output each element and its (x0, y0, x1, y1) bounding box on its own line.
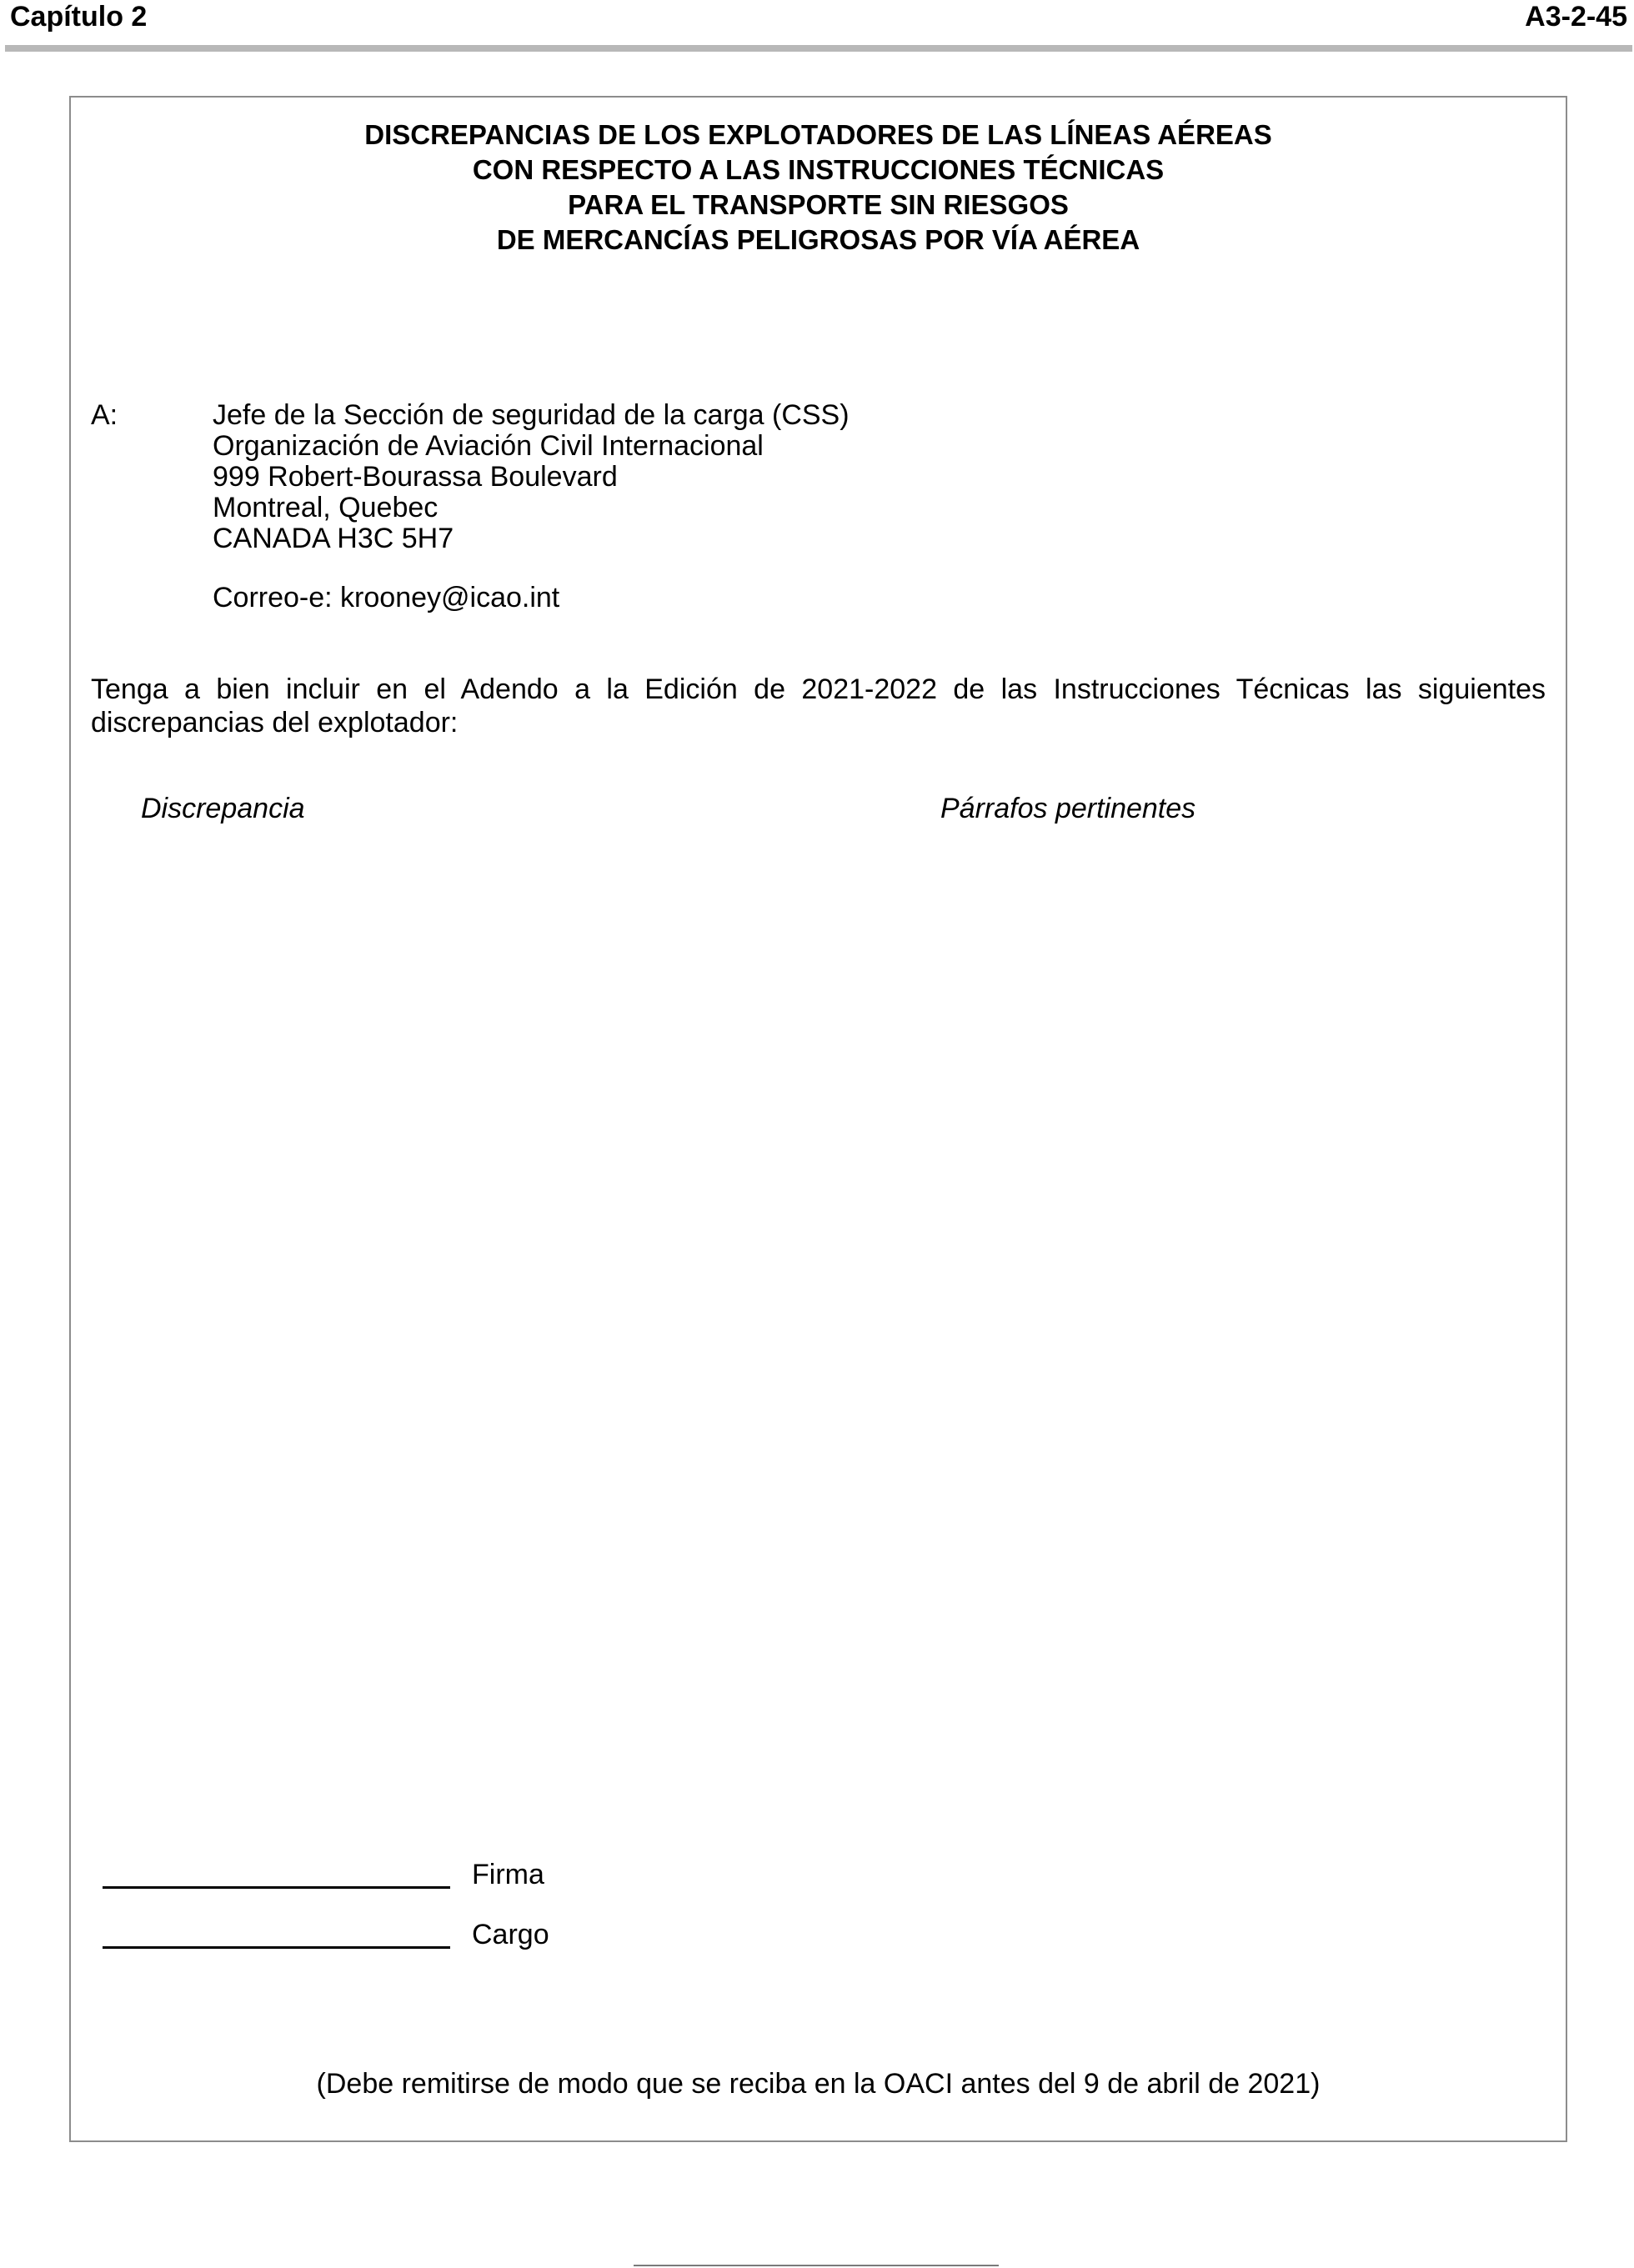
request-paragraph: Tenga a bien incluir en el Adendo a la Edición de 2021-2022 de las Instrucciones Técnicas las siguientes discrepancias del explotador: (91, 673, 1546, 738)
signature-line (103, 1886, 450, 1889)
form-title-line: CON RESPECTO A LAS INSTRUCCIONES TÉCNICAS (472, 154, 1165, 185)
column-header-paragraphs: Párrafos pertinentes (940, 793, 1196, 824)
header-divider (5, 45, 1632, 52)
position-line (103, 1946, 450, 1949)
recipient-address (213, 400, 850, 554)
chapter-label: Capítulo 2 (10, 1, 148, 33)
contact-email: Correo-e: krooney@icao.int (213, 582, 560, 613)
address-line: Jefe de la Sección de seguridad de la carga (CSS) (213, 399, 850, 431)
form-title-line: DE MERCANCÍAS PELIGROSAS POR VÍA AÉREA (496, 224, 1140, 255)
column-header-discrepancy: Discrepancia (141, 793, 305, 824)
deadline-note: (Debe remitirse de modo que se reciba en la OACI antes del 9 de abril de 2021) (316, 2068, 1321, 2100)
address-line: Organización de Aviación Civil Internacional (213, 430, 764, 462)
page-header (0, 0, 1634, 50)
address-line: CANADA H3C 5H7 (213, 523, 454, 554)
address-line: Montreal, Quebec (213, 492, 439, 523)
form-title-line: DISCREPANCIAS DE LOS EXPLOTADORES DE LAS LÍNEAS AÉREAS (364, 119, 1272, 150)
address-prefix: A: (91, 399, 118, 431)
form-title (71, 118, 1566, 258)
address-line: 999 Robert-Bourassa Boulevard (213, 461, 618, 493)
footer-rule (634, 2265, 999, 2266)
discrepancy-form (69, 96, 1567, 2142)
form-title-line: PARA EL TRANSPORTE SIN RIESGOS (568, 189, 1069, 220)
position-label: Cargo (472, 1919, 549, 1950)
signature-label: Firma (472, 1859, 544, 1890)
page-number: A3-2-45 (1525, 1, 1627, 33)
